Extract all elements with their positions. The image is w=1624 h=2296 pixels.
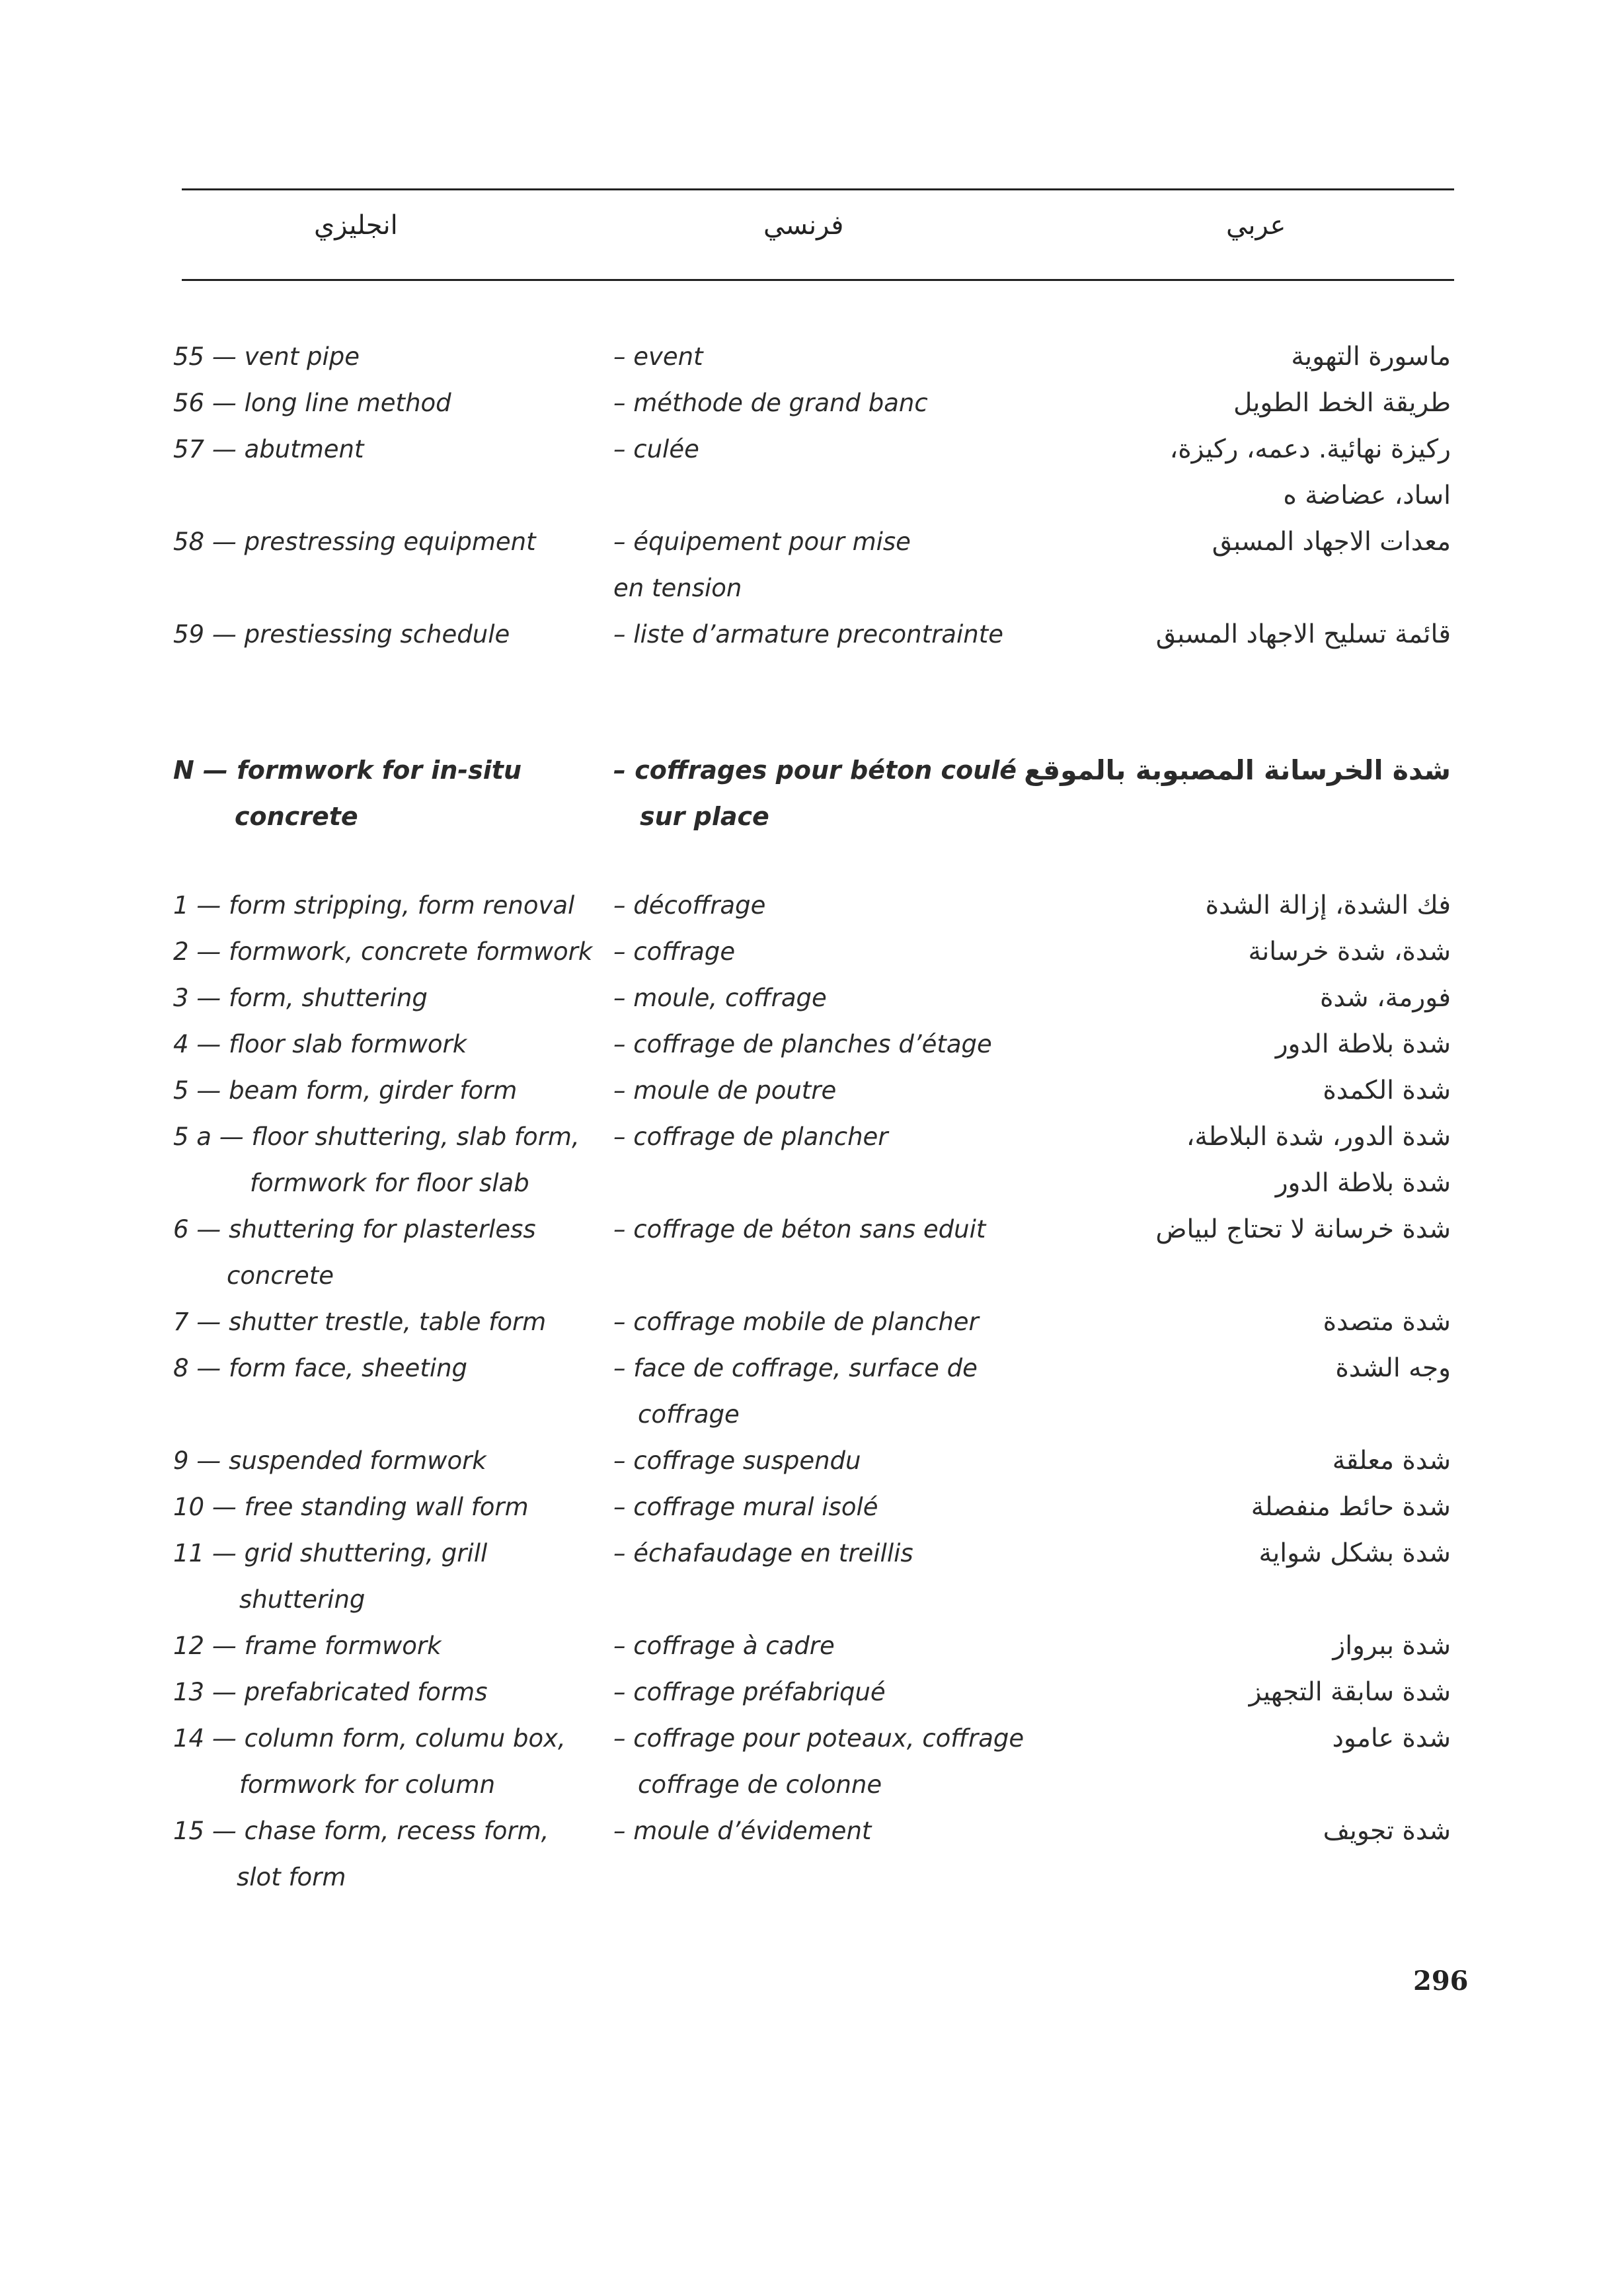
- english-term: 13 — prefabricated forms: [173, 1678, 488, 1706]
- english-term: N — formwork for in-situ: [173, 756, 522, 785]
- english-term: formwork for floor slab: [250, 1169, 529, 1197]
- english-term: 3 — form, shuttering: [173, 984, 428, 1012]
- glossary-row: [0, 1299, 1624, 1345]
- header-bottom-rule: [182, 279, 1454, 281]
- glossary-row: [0, 565, 1624, 612]
- arabic-term: شدة ببرواز: [1333, 1631, 1451, 1661]
- glossary-row: [0, 1530, 1624, 1577]
- english-term: 58 — prestressing equipment: [173, 528, 536, 556]
- english-term: 5 — beam form, girder form: [173, 1076, 518, 1105]
- arabic-term: شدة الخرسانة المصبوبة بالموقع: [1024, 754, 1451, 786]
- french-term: – face de coffrage, surface de: [613, 1354, 978, 1382]
- english-term: formwork for column: [239, 1770, 496, 1799]
- french-term: – coffrage mobile de plancher: [613, 1308, 979, 1336]
- arabic-term: شدة بلاطة الدور: [1275, 1168, 1451, 1198]
- glossary-row: [0, 1392, 1624, 1438]
- column-header-english: انجليزي: [314, 210, 398, 241]
- glossary-row: [0, 1854, 1624, 1901]
- english-term: concrete: [227, 1261, 334, 1290]
- english-term: concrete: [235, 802, 358, 831]
- french-term: – méthode de grand banc: [613, 389, 928, 417]
- french-term: – moule d’évidement: [613, 1817, 872, 1845]
- glossary-row: [0, 1669, 1624, 1716]
- french-term: – moule de poutre: [613, 1076, 837, 1105]
- column-header-french: فرنسي: [763, 210, 844, 241]
- french-term: – équipement pour mise: [613, 528, 911, 556]
- arabic-term: ماسورة التهوية: [1291, 342, 1451, 372]
- french-term: coffrage: [638, 1400, 740, 1429]
- english-term: 4 — floor slab formwork: [173, 1030, 467, 1058]
- glossary-row: [0, 1068, 1624, 1114]
- french-term: – coffrage: [613, 937, 736, 966]
- arabic-term: فورمة، شدة: [1320, 983, 1451, 1013]
- french-term: – event: [613, 342, 703, 371]
- glossary-row: [0, 1438, 1624, 1484]
- english-term: 10 — free standing wall form: [173, 1493, 529, 1521]
- french-term: – moule, coffrage: [613, 984, 827, 1012]
- glossary-row: [0, 519, 1624, 565]
- french-term: – échafaudage en treillis: [613, 1539, 913, 1567]
- english-term: 55 — vent pipe: [173, 342, 360, 371]
- arabic-term: شدة الكمدة: [1323, 1076, 1451, 1105]
- glossary-row: [0, 1716, 1624, 1762]
- arabic-term: شدة سابقة التجهيز: [1249, 1677, 1451, 1707]
- glossary-row: [0, 1160, 1624, 1207]
- header-top-rule: [182, 188, 1454, 190]
- english-term: slot form: [237, 1863, 346, 1891]
- english-term: 12 — frame formwork: [173, 1632, 442, 1660]
- arabic-term: طريقة الخط الطويل: [1233, 388, 1451, 418]
- french-term: – coffrage de planches d’étage: [613, 1030, 992, 1058]
- english-term: 6 — shuttering for plasterless: [173, 1215, 536, 1244]
- english-term: 14 — column form, columu box,: [173, 1724, 566, 1753]
- french-term: en tension: [613, 574, 742, 602]
- section-heading-row: [0, 747, 1624, 793]
- english-term: 2 — formwork, concrete formwork: [173, 937, 593, 966]
- french-term: – coffrage de béton sans eduit: [613, 1215, 986, 1244]
- arabic-term: شدة عامود: [1332, 1723, 1451, 1753]
- english-term: 8 — form face, sheeting: [173, 1354, 468, 1382]
- arabic-term: اساد، عضاضة ه: [1283, 481, 1451, 510]
- arabic-term: شدة معلقة: [1332, 1446, 1451, 1476]
- french-term: – coffrages pour béton coulé: [613, 756, 1017, 785]
- glossary-row: [0, 929, 1624, 975]
- arabic-term: معدات الاجهاد المسبق: [1212, 527, 1451, 557]
- glossary-row: [0, 1114, 1624, 1160]
- arabic-term: شدة بلاطة الدور: [1275, 1029, 1451, 1059]
- section-heading-row: [0, 793, 1624, 840]
- glossary-row: [0, 883, 1624, 929]
- french-term: – coffrage de plancher: [613, 1123, 888, 1151]
- english-term: 57 — abutment: [173, 435, 364, 463]
- french-term: – coffrage suspendu: [613, 1446, 861, 1475]
- french-term: – culée: [613, 435, 699, 463]
- arabic-term: شدة تجويف: [1323, 1816, 1451, 1846]
- arabic-term: قائمة تسليح الاجهاد المسبق: [1155, 619, 1451, 649]
- glossary-row: [0, 1345, 1624, 1392]
- glossary-row: [0, 334, 1624, 380]
- glossary-row: [0, 426, 1624, 473]
- glossary-row: [0, 1577, 1624, 1623]
- french-term: coffrage de colonne: [638, 1770, 882, 1799]
- glossary-row: [0, 1207, 1624, 1253]
- column-header-arabic: عربي: [1226, 210, 1286, 241]
- english-term: 15 — chase form, recess form,: [173, 1817, 549, 1845]
- arabic-term: شدة حائط منفصلة: [1251, 1492, 1451, 1522]
- french-term: – coffrage préfabriqué: [613, 1678, 886, 1706]
- page-number: 296: [1413, 1965, 1469, 1997]
- arabic-term: شدة بشكل شواية: [1258, 1538, 1451, 1568]
- french-term: sur place: [640, 802, 769, 831]
- english-term: 1 — form stripping, form renoval: [173, 891, 575, 920]
- arabic-term: شدة الدور، شدة البلاطة،: [1186, 1122, 1451, 1152]
- english-term: shuttering: [239, 1585, 366, 1614]
- english-term: 9 — suspended formwork: [173, 1446, 486, 1475]
- english-term: 59 — prestiessing schedule: [173, 620, 510, 649]
- french-term: – coffrage mural isolé: [613, 1493, 878, 1521]
- english-term: 56 — long line method: [173, 389, 451, 417]
- french-term: – coffrage pour poteaux, coffrage: [613, 1724, 1025, 1753]
- french-term: – décoffrage: [613, 891, 766, 920]
- arabic-term: فك الشدة، إزالة الشدة: [1205, 891, 1451, 920]
- glossary-row: [0, 473, 1624, 519]
- french-term: – coffrage à cadre: [613, 1632, 835, 1660]
- english-term: 5 a — floor shuttering, slab form,: [173, 1123, 580, 1151]
- glossary-row: [0, 1762, 1624, 1808]
- english-term: 11 — grid shuttering, grill: [173, 1539, 488, 1567]
- glossary-row: [0, 380, 1624, 426]
- arabic-term: وجه الشدة: [1335, 1353, 1451, 1383]
- glossary-row: [0, 975, 1624, 1021]
- glossary-row: [0, 1253, 1624, 1299]
- glossary-row: [0, 1808, 1624, 1854]
- glossary-row: [0, 612, 1624, 658]
- glossary-row: [0, 1021, 1624, 1068]
- arabic-term: شدة، شدة خرسانة: [1248, 937, 1451, 967]
- arabic-term: شدة متصدة: [1323, 1307, 1451, 1337]
- arabic-term: ركيزة نهائية. دعمه، ركيزة،: [1169, 434, 1451, 464]
- english-term: 7 — shutter trestle, table form: [173, 1308, 547, 1336]
- glossary-row: [0, 1484, 1624, 1530]
- glossary-row: [0, 1623, 1624, 1669]
- french-term: – liste d’armature precontrainte: [613, 620, 1003, 649]
- arabic-term: شدة خرسانة لا تحتاج لبياض: [1155, 1214, 1451, 1244]
